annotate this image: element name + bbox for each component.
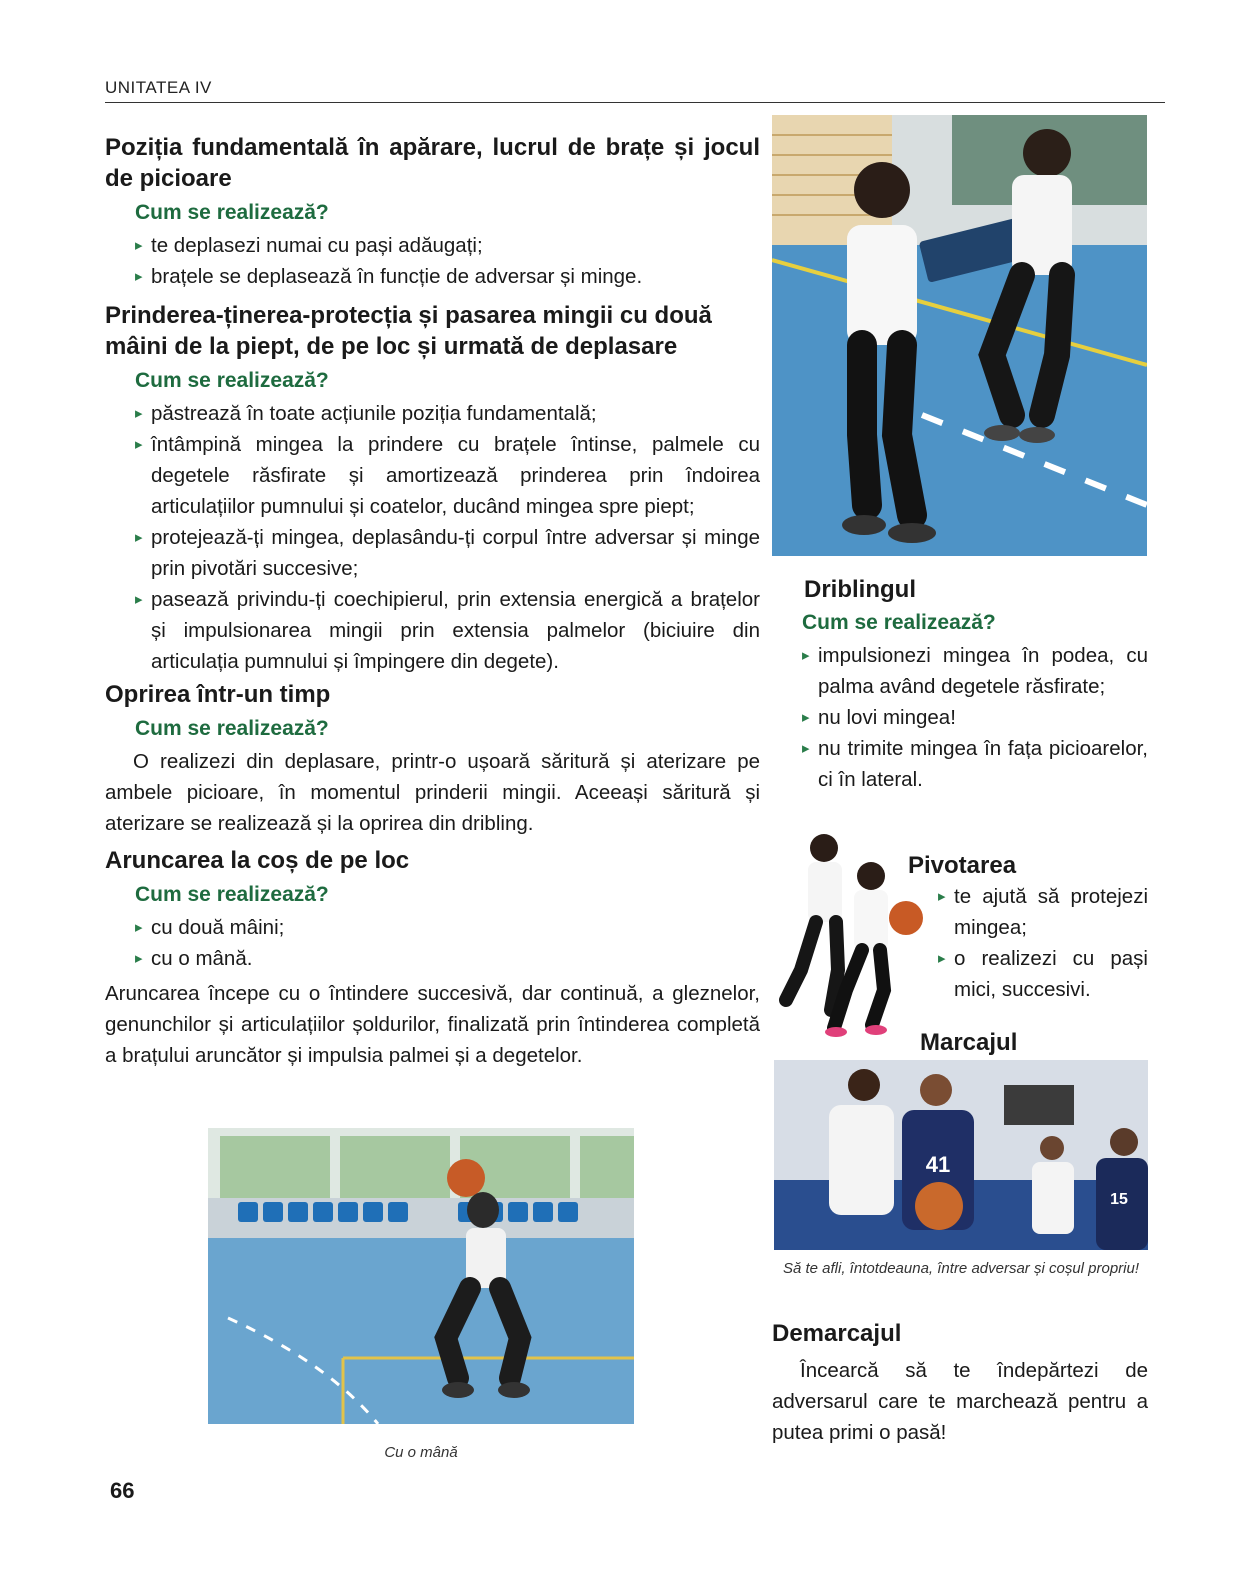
section-title-marcajul: Marcajul xyxy=(920,1029,1018,1056)
section-title-prinderea: Prinderea-ținerea-protecția și pasarea mingii cu două mâini de la piept, de pe loc și urmată de deplasare xyxy=(105,302,712,360)
section-title-pozitia: Poziția fundamentală în apărare, lucrul de brațe și jocul de picioare xyxy=(105,134,760,192)
list-item: ▸ protejează-ți mingea, deplasându-ți corpul între adversar și minge prin pivotări succesive; xyxy=(135,522,760,584)
question-prinderea: Cum se realizează? xyxy=(135,369,329,392)
section-title-driblingul: Driblingul xyxy=(804,576,916,603)
marking-caption: Să te afli, întotdeauna, între adversar și coșul propriu! xyxy=(782,1260,1140,1277)
defense-photo xyxy=(772,115,1147,556)
section-driblingul xyxy=(804,574,1148,605)
list-pivotarea xyxy=(908,881,1148,1005)
list-item: ▸ te deplasezi numai cu pași adăugați; xyxy=(135,230,760,261)
list-driblingul xyxy=(772,640,1148,795)
jersey-number-b: 15 xyxy=(1110,1191,1128,1208)
section-title-oprirea: Oprirea într-un timp xyxy=(105,681,331,708)
list-item: ▸ pasează privindu-ți coechipierul, prin extensia energică a brațelor și impulsionarea mingii prin extensia palmelor (biciuire din articulația pumnului și împingere din degete). xyxy=(135,584,760,677)
list-aruncarea xyxy=(105,912,760,974)
list-item: ▸ cu o mână. xyxy=(135,943,760,974)
shooting-caption: Cu o mână xyxy=(384,1444,458,1461)
marking-photo xyxy=(774,1060,1148,1250)
list-item: ▸ impulsionezi mingea în podea, cu palma având degetele răsfirate; xyxy=(802,640,1148,702)
question-oprirea: Cum se realizează? xyxy=(135,717,329,740)
list-item: ▸ păstrează în toate acțiunile poziția fundamentală; xyxy=(135,398,760,429)
pivot-figure xyxy=(776,830,926,1040)
section-demarcajul xyxy=(772,1318,1148,1448)
paragraph-oprirea: O realizezi din deplasare, printr-o ușoară săritură și aterizare pe ambele picioare, în momentul prinderii mingii. Aceeași săritură și aterizare se realizează și la oprirea din dribling. xyxy=(105,750,760,835)
list-pozitia xyxy=(105,230,760,292)
list-item: ▸ te ajută să protejezi mingea; xyxy=(938,881,1148,943)
question-aruncarea: Cum se realizează? xyxy=(135,883,329,906)
paragraph-aruncarea: Aruncarea începe cu o întindere succesivă, dar continuă, a gleznelor, genunchilor și articulațiilor șoldurilor, finalizată prin întinderea completă a brațului aruncător și impulsia palmei și a degetelor. xyxy=(105,982,760,1067)
page-header xyxy=(105,78,1165,103)
list-item: ▸ nu trimite mingea în fața picioarelor, ci în lateral. xyxy=(802,733,1148,795)
unit-label: UNITATEA IV xyxy=(105,78,212,97)
list-item: ▸ o realizezi cu pași mici, succesivi. xyxy=(938,943,1148,1005)
section-title-demarcajul: Demarcajul xyxy=(772,1320,902,1347)
list-prinderea xyxy=(105,398,760,677)
shooting-photo xyxy=(208,1128,634,1424)
section-title-pivotarea: Pivotarea xyxy=(908,852,1017,879)
question-driblingul: Cum se realizează? xyxy=(802,611,996,634)
paragraph-demarcajul: Încearcă să te îndepărtezi de adversarul care te marchează pentru a putea primi o pasă! xyxy=(772,1359,1148,1444)
page-number: 66 xyxy=(110,1478,135,1503)
list-item: ▸ întâmpină mingea la prindere cu brațele întinse, palmele cu degetele răsfirate și amortizează prinderea prin îndoirea articulațiilor pumnului și coatelor, ducând mingea spre piept; xyxy=(135,429,760,522)
left-column xyxy=(105,132,760,1071)
section-pivotarea xyxy=(908,850,1148,1005)
section-driblingul-body xyxy=(772,604,1148,795)
list-item: ▸ brațele se deplasează în funcție de adversar și minge. xyxy=(135,261,760,292)
section-marcajul xyxy=(920,1027,1120,1058)
section-title-aruncarea: Aruncarea la coș de pe loc xyxy=(105,847,410,874)
question-pozitia: Cum se realizează? xyxy=(135,201,329,224)
list-item: ▸ nu lovi mingea! xyxy=(802,702,1148,733)
jersey-number-a: 41 xyxy=(925,1152,951,1177)
list-item: ▸ cu două mâini; xyxy=(135,912,760,943)
